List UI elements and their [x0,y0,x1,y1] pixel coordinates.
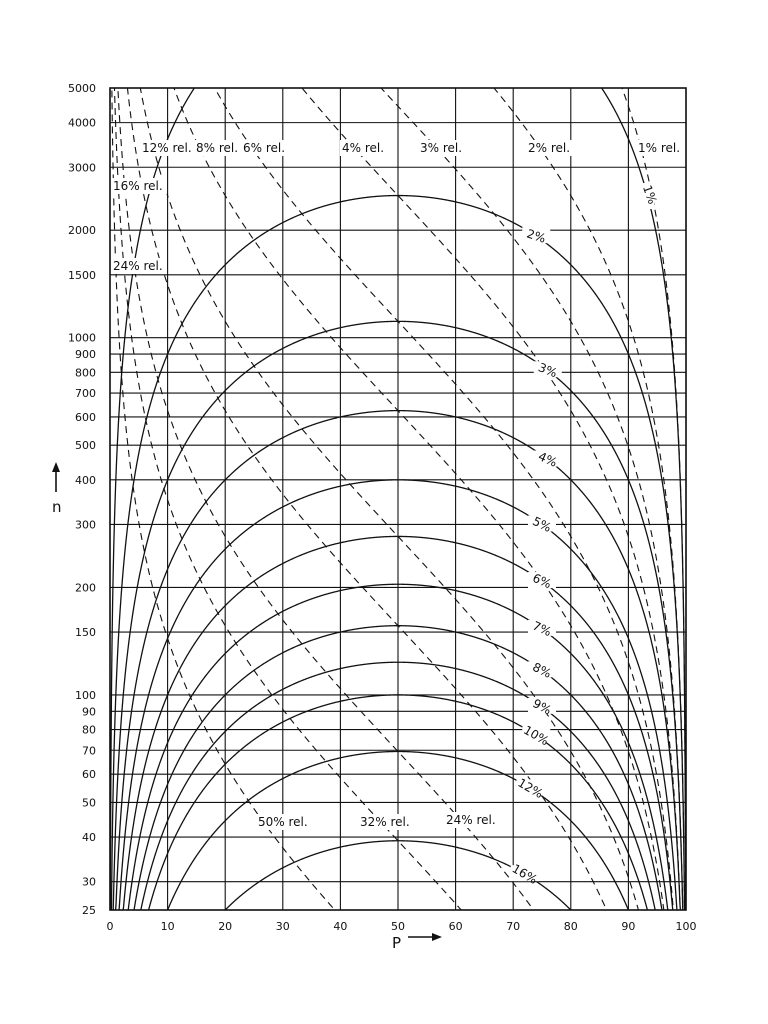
relative-error-curves [112,60,686,945]
y-tick-label: 400 [75,473,96,487]
label-24pct-rel: 24% rel. [113,259,163,273]
label-32pct-rel: 32% rel. [360,815,410,829]
x-tick-label: 50 [391,920,405,933]
x-tick-label: 20 [218,920,233,933]
x-axis-arrowhead [432,933,442,941]
tick-labels [68,82,697,933]
dashed-curve-6pct-rel [200,61,675,942]
y-tick-label: 1500 [68,268,96,282]
label-24pct-rel: 24% rel. [446,813,496,827]
label-8pct: 8% [530,659,554,681]
y-tick-label: 100 [75,688,96,702]
y-axis-title: n [52,498,62,516]
label-8pct-rel: 8% rel. [196,141,239,155]
label-3pct: 3% [536,360,560,381]
y-tick-label: 300 [75,518,96,532]
x-tick-label: 60 [448,920,463,933]
y-tick-label: 4000 [68,116,96,130]
label-4pct-rel: 4% rel. [342,141,385,155]
y-tick-label: 150 [75,626,96,640]
y-tick-label: 25 [82,904,96,917]
label-6pct-rel: 6% rel. [243,141,286,155]
label-3pct-rel: 3% rel. [420,141,463,155]
y-axis-arrowhead [52,462,60,472]
y-tick-label: 30 [82,875,96,889]
label-6pct: 6% [530,570,554,592]
y-tick-label: 5000 [68,82,96,95]
dashed-curve-50pct-rel [112,78,366,944]
dashed-curve-16pct-rel [125,64,620,944]
y-tick-label: 500 [75,439,96,453]
grid [110,88,686,910]
x-tick-label: 40 [333,920,348,933]
y-tick-label: 40 [82,831,96,845]
y-tick-label: 60 [82,768,96,782]
y-tick-label: 700 [75,387,96,401]
x-axis-title: P [392,934,402,952]
label-12pct-rel: 12% rel. [142,141,192,155]
label-50pct-rel: 50% rel. [258,815,308,829]
y-tick-label: 1000 [68,331,96,345]
y-tick-label: 200 [75,581,96,595]
x-tick-label: 0 [106,920,114,933]
y-tick-label: 90 [82,705,96,719]
label-2pct: 2% [525,226,548,246]
label-16pct-rel: 16% rel. [113,179,163,193]
x-tick-label: 100 [675,920,697,933]
y-tick-label: 3000 [68,161,96,175]
y-tick-label: 600 [75,410,96,424]
label-4pct: 4% [536,449,560,470]
label-1pct-rel: 1% rel. [638,141,681,155]
label-12pct: 12% [515,775,546,802]
label-10pct: 10% [521,722,552,749]
x-tick-label: 10 [160,920,175,933]
label-2pct-rel: 2% rel. [528,141,571,155]
label-16pct: 16% [509,861,540,887]
x-tick-label: 90 [621,920,636,933]
y-tick-label: 70 [82,744,96,758]
y-tick-label: 50 [82,796,96,810]
x-tick-label: 30 [275,920,290,933]
y-tick-label: 80 [82,723,96,737]
label-7pct: 7% [530,618,554,640]
y-tick-label: 900 [75,348,96,362]
label-5pct: 5% [530,514,554,535]
y-tick-label: 800 [75,366,96,380]
label-1pct: 1% [639,183,660,206]
y-tick-label: 2000 [68,224,96,238]
x-tick-label: 80 [563,920,578,933]
label-9pct: 9% [530,696,554,718]
x-tick-label: 70 [506,920,521,933]
